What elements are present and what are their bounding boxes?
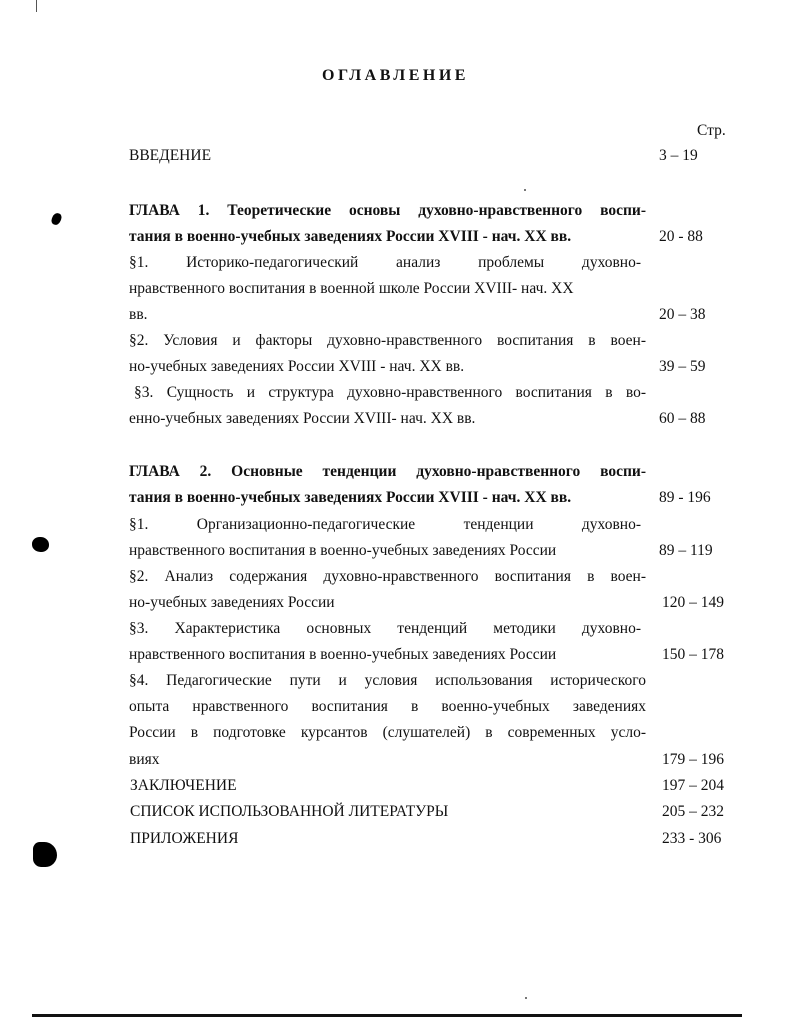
page-title: ОГЛАВЛЕНИЕ xyxy=(322,67,469,84)
toc-conclusion: ЗАКЛЮЧЕНИЕ xyxy=(130,777,237,794)
toc-ch1-sec1-line2: нравственного воспитания в военной школе России XVIII- нач. XX xyxy=(129,280,574,297)
toc-ch1-sec1-line3: вв. xyxy=(129,306,148,323)
toc-bibliography: СПИСОК ИСПОЛЬЗОВАННОЙ ЛИТЕРАТУРЫ xyxy=(130,803,449,820)
scan-hole-mark-icon xyxy=(33,842,57,867)
toc-intro-pages: 3 – 19 xyxy=(659,147,698,164)
scan-hole-mark-icon xyxy=(50,212,63,226)
pages-column-header: Стр. xyxy=(697,122,726,139)
scan-speck xyxy=(524,189,526,191)
toc-conclusion-pages: 197 – 204 xyxy=(662,777,724,794)
scan-margin-line xyxy=(36,0,37,12)
toc-chapter1-line1: ГЛАВА 1. Теоретические основы духовно-нравственного воспи- xyxy=(129,202,646,219)
scan-speck xyxy=(525,997,527,999)
toc-chapter2-line1: ГЛАВА 2. Основные тенденции духовно-нравственного воспи- xyxy=(129,463,646,480)
toc-ch2-sec4-line2: опыта нравственного воспитания в военно-учебных заведениях xyxy=(129,698,646,715)
toc-ch1-sec3-pages: 60 – 88 xyxy=(659,410,706,427)
toc-ch2-sec3-pages: 150 – 178 xyxy=(662,646,724,663)
toc-ch2-sec4-line3: России в подготовке курсантов (слушателей) в современных усло- xyxy=(129,724,646,741)
toc-ch1-sec2-line2: но-учебных заведениях России XVIII - нач. XX вв. xyxy=(129,358,465,375)
toc-chapter2-line2: тания в военно-учебных заведениях России XVIII - нач. XX вв. xyxy=(129,489,572,506)
toc-intro: ВВЕДЕНИЕ xyxy=(129,147,212,164)
toc-ch2-sec3-line1: §3. Характеристика основных тенденций методики духовно- xyxy=(129,620,641,637)
toc-ch1-sec2-line1: §2. Условия и факторы духовно-нравственного воспитания в воен- xyxy=(129,332,646,349)
toc-appendix-pages: 233 - 306 xyxy=(662,830,722,847)
toc-ch2-sec4-pages: 179 – 196 xyxy=(662,751,724,768)
toc-bibliography-pages: 205 – 232 xyxy=(662,803,724,820)
toc-ch2-sec2-pages: 120 – 149 xyxy=(662,594,724,611)
toc-ch2-sec2-line2: но-учебных заведениях России xyxy=(129,594,335,611)
toc-ch1-sec2-pages: 39 – 59 xyxy=(659,358,706,375)
toc-ch2-sec3-line2: нравственного воспитания в военно-учебных заведениях России xyxy=(129,646,557,663)
toc-chapter1-line2: тания в военно-учебных заведениях России XVIII - нач. XX вв. xyxy=(129,228,572,245)
scan-bottom-edge xyxy=(32,1014,742,1017)
toc-ch2-sec1-line1: §1. Организационно-педагогические тенденции духовно- xyxy=(129,516,641,533)
scan-hole-mark-icon xyxy=(32,537,49,552)
toc-chapter2-pages: 89 - 196 xyxy=(659,489,711,506)
toc-ch1-sec3-line2: енно-учебных заведениях России XVIII- нач. XX вв. xyxy=(129,410,476,427)
toc-ch2-sec2-line1: §2. Анализ содержания духовно-нравственного воспитания в воен- xyxy=(129,568,646,585)
toc-ch1-sec1-pages: 20 – 38 xyxy=(659,306,706,323)
toc-ch1-sec1-line1: §1. Историко-педагогический анализ проблемы духовно- xyxy=(129,254,641,271)
toc-ch2-sec4-line1: §4. Педагогические пути и условия использования исторического xyxy=(129,672,646,689)
toc-ch2-sec1-pages: 89 – 119 xyxy=(659,542,713,559)
toc-ch2-sec4-line4: виях xyxy=(129,751,160,768)
toc-chapter1-pages: 20 - 88 xyxy=(659,228,703,245)
toc-ch2-sec1-line2: нравственного воспитания в военно-учебных заведениях России xyxy=(129,542,557,559)
toc-appendix: ПРИЛОЖЕНИЯ xyxy=(130,830,239,847)
toc-ch1-sec3-line1: §3. Сущность и структура духовно-нравственного воспитания в во- xyxy=(134,384,646,401)
